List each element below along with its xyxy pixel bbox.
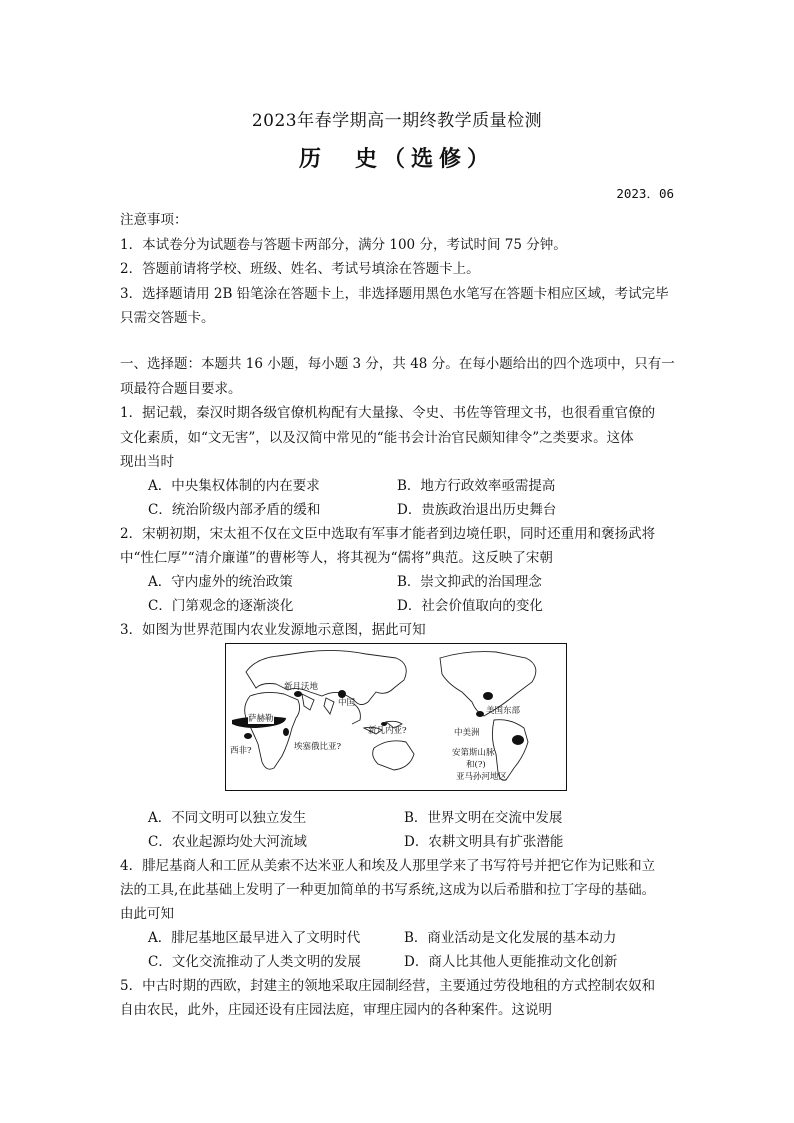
question-4-option-c: C．文化交流推动了人类文明的发展: [148, 954, 361, 970]
question-2-option-c: C．门第观念的逐渐淡化: [148, 598, 294, 614]
question-3-option-c: C．农业起源均处大河流域: [148, 834, 307, 850]
question-2-option-d: D．社会价值取向的变化: [397, 598, 543, 614]
question-4-option-d: D．商人比其他人更能推动文化创新: [404, 954, 618, 970]
section-heading: 一、选择题：本题共 16 小题，每小题 3 分，共 48 分。在每小题给出的四个选项中，只有一: [120, 356, 675, 372]
question-5-text: 自由农民，此外，庄园还设有庄园法庭，审理庄园内的各种案件。这说明: [120, 1002, 552, 1018]
section-heading-cont: 项最符合题目要求。: [120, 381, 242, 397]
question-4-text: 由此可知: [120, 906, 174, 922]
map-label-new-guinea: 新几内亚?: [368, 726, 407, 736]
notice-item: 2．答题前请将学校、班级、姓名、考试号填涂在答题卡上。: [120, 261, 480, 277]
map-label-amazon: 亚马孙河地区: [456, 772, 508, 782]
map-label-china: 中国: [338, 698, 356, 708]
question-3-option-b: B．世界文明在交流中发展: [404, 810, 563, 826]
question-2-text: 中“性仁厚”“清介廉谨”的曹彬等人，将其视为“儒将”典范。这反映了宋朝: [120, 550, 553, 566]
world-map-drawing: [226, 644, 565, 789]
map-label-crescent: 新月沃地: [284, 682, 319, 692]
exam-date: 2023．06: [616, 186, 674, 201]
question-2-option-a: A．守内虚外的统治政策: [148, 574, 293, 590]
question-2-option-b: B．崇文抑武的治国理念: [397, 574, 542, 590]
map-label-eastern-us: 美国东部: [486, 706, 521, 716]
agriculture-origin-map: [225, 643, 567, 791]
question-4-option-a: A．腓尼基地区最早进入了文明时代: [148, 930, 361, 946]
question-1-option-a: A．中央集权体制的内在要求: [148, 478, 320, 494]
question-4-option-b: B．商业活动是文化发展的基本动力: [404, 930, 617, 946]
map-label-andes-2: 和(?): [466, 760, 486, 770]
map-label-sahel: 萨赫勒: [248, 714, 274, 724]
question-1-text: 1．据记载，秦汉时期各级官僚机构配有大量掾、令史、书佐等管理文书，也很看重官僚的: [120, 405, 656, 421]
question-5-text: 5．中古时期的西欧，封建主的领地采取庄园制经营，主要通过劳役地租的方式控制农奴和: [120, 978, 656, 994]
question-1-text: 现出当时: [120, 454, 174, 470]
question-3-option-a: A．不同文明可以独立发生: [148, 810, 307, 826]
question-1-option-d: D．贵族政治退出历史舞台: [397, 502, 557, 518]
exam-title: 2023年春学期高一期终教学质量检测: [251, 111, 543, 131]
notice-item: 1．本试卷分为试题卷与答题卡两部分，满分 100 分，考试时间 75 分钟。: [120, 237, 567, 253]
question-3-text: 3．如图为世界范围内农业发源地示意图，据此可知: [120, 622, 426, 638]
map-label-mesoamerica: 中美洲: [454, 728, 480, 738]
question-2-text: 2．宋朝初期，宋太祖不仅在文臣中选取有军事才能者到边境任职，同时还重用和褒扬武将: [120, 526, 656, 542]
map-label-andes: 安第斯山脉: [452, 748, 495, 758]
question-4-text: 4．腓尼基商人和工匠从美索不达米亚人和埃及人那里学来了书写符号并把它作为记账和立: [120, 858, 656, 874]
notice-item: 只需交答题卡。: [120, 310, 215, 326]
map-label-ethiopia: 埃塞俄比亚?: [294, 742, 342, 752]
question-1-text: 文化素质，如“文无害”，以及汉简中常见的“能书会计治官民颇知律令”之类要求。这体: [120, 430, 634, 446]
notice-heading: 注意事项：: [120, 212, 188, 228]
question-1-option-c: C．统治阶级内部矛盾的缓和: [148, 502, 321, 518]
map-label-west-africa: 西非?: [230, 746, 252, 756]
notice-item: 3．选择题请用 2B 铅笔涂在答题卡上，非选择题用黑色水笔写在答题卡相应区域，考试完毕: [120, 286, 669, 302]
question-1-option-b: B．地方行政效率亟需提高: [397, 478, 556, 494]
question-3-option-d: D．农耕文明具有扩张潜能: [404, 834, 564, 850]
subject-title: 历 史（选修）: [298, 146, 495, 172]
question-4-text: 法的工具,在此基础上发明了一种更加简单的书写系统,这成为以后希腊和拉丁字母的基础。: [120, 882, 656, 898]
